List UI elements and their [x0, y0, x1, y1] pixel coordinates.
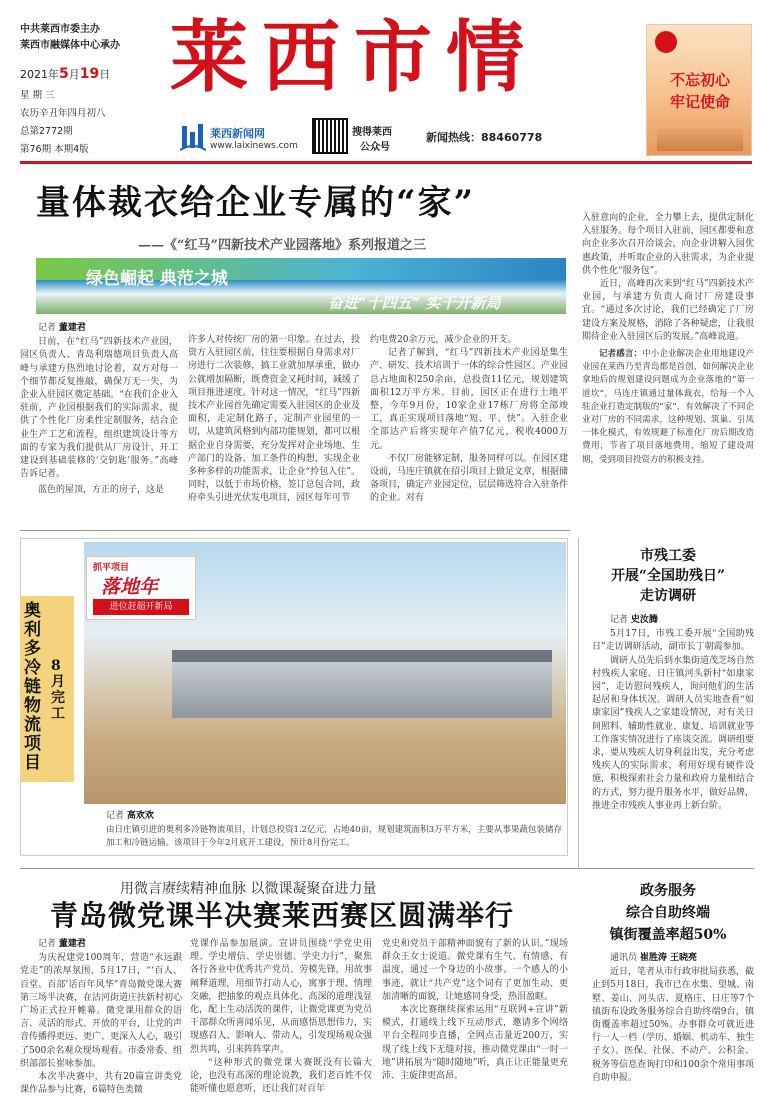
date-day-suffix: 日: [99, 68, 111, 81]
warehouse-structure: [172, 660, 552, 718]
sponsor-line-1: 中共莱西市委主办: [20, 24, 100, 35]
masthead: 莱西市情: [170, 12, 539, 103]
lead-subtitle: ——《“红马”四新技术产业园落地》系列报道之三: [138, 238, 426, 253]
date-day: 19: [79, 66, 100, 82]
header-rule: [20, 161, 752, 164]
side1-title-3: 走访调研: [640, 588, 696, 604]
bottom-col1-para: 为庆祝建党100周年，营造“永远跟党走”的浓厚氛围，5月17日，“‘百人、百堂、百部’话百年风华”青岛微党课大赛第三场半决赛，在沽河街道庄扶新村初心广场正式拉开帷幕。微党课用群众的语言、灵活的形式、开放的平台，让党的声音传播得更远、更广、更深入人心，吸引了500余名观众现场观看。市委常委、组织部部长崔咏参加。: [20, 953, 183, 1069]
news-site-name: 莱西新闻网: [210, 127, 265, 140]
slogan-box: [646, 24, 752, 156]
lead-banner: [36, 258, 566, 314]
side2-title-3: 镇街覆盖率超50%: [609, 927, 727, 943]
side2-title-1: 政务服务: [640, 883, 696, 899]
lead-col2-para: 许多人对传统厂房的第一印象。在过去，投资方入驻园区前，往往要根据自身需求对厂房进行二次装修，搞工业就加厚承重，做办公就增加隔断，既费资金又耗时间，减缓了项目推进速度。针对这一情况，“红马”四新技术产业园首先确定需要入驻园区的企业及面积，走定制化路子，定制产业园里的一切，从建筑风格到内部功能规划，都可以根据企业自身需要，充分发挥对企业场地、生产部门的设备、加工条件的构想，实现企业多种多样的功能需求，让企业“拎包入住”。同时，以低于市场价格，签订总包合同，政府牵头引进光伏发电项目，园区每年可节: [188, 335, 360, 504]
feature-caption-block: [106, 810, 562, 850]
slogan-skyline: [657, 129, 743, 151]
side1-para-1: 5月17日，市残工委开展“全国助残日”走访调研活动，副市长丁朝霞参加。: [592, 629, 754, 653]
side1-byline-label: 记者: [610, 615, 629, 625]
bottom-column-2: [190, 938, 372, 1096]
wechat-label-1: 搜得莱西: [352, 127, 392, 138]
bottom-byline-label: 记者: [38, 939, 57, 949]
bottom-col2-para: 党课作品参加展演。宣讲员围绕“学党史用理、学史增信、学史崇德、学史力行”，聚焦各行各业中优秀共产党员、劳模先锋，用故事阐释道理，用细节打动人心，寓事于理、情理交融，把抽象的观点具体化、高深的道理浅显化，配上生动活泼的课件，让微党课更为党员干部群众所喜闻乐见，从而感悟思想伟力，实现感召人、影响人、带动人，引发现场观众强烈共鸣，引来阵阵掌声。: [190, 939, 372, 1055]
side1-title-2: 开展“全国助残日”: [610, 568, 726, 584]
side2-byline: [592, 952, 754, 965]
section-divider-1: [20, 530, 570, 531]
side1-title-1: 市残工委: [640, 548, 696, 564]
side2-title-2: 综合自助终端: [626, 905, 710, 921]
warehouse-roof: [172, 650, 552, 662]
slogan-line-1: 不忘初心: [669, 71, 730, 89]
lead-column-3: [370, 334, 568, 506]
lead-col4-para: 入驻意向的企业，全力攀上去，提供定制化入驻服务。每个项目入驻前，园区都要和意向企业多次召开洽谈会，向企业讲解入园优惠政策，并听取企业的入驻需求，为企业提供个性化“服务包”。: [582, 213, 754, 276]
bottom-col2-para-2: “这种形式的微党课大赛既没有长篇大论，也没有高深的理论说教，我们老百姓不仅能听懂也愿意听，还让我们对百年: [190, 1057, 372, 1095]
feature-byline-name: 高欢欢: [126, 811, 154, 821]
hotline: [426, 129, 542, 145]
section-divider-2: [20, 868, 754, 869]
date-year: 2021年: [20, 68, 59, 81]
side1-byline: [592, 614, 754, 627]
lead-column-1: [20, 322, 178, 498]
lead-col4-para-2: 近日，高峰再次来到“红马”四新技术产业园，与承建方负责人商讨厂房建设事宜。“通过多次讨论，我们已经确定了厂房建设方案及规格，消除了各种疑虑，让我很期待企业入驻园区后的发展。”高峰说道。: [582, 279, 754, 342]
bottom-byline: [20, 938, 182, 951]
feature-vertical-sub: 8月完工: [51, 658, 65, 722]
side1-para-2: 调研人员先后到水集街道茂芝场自然村残疾人家庭、日庄镇河头新村“如康家园”，走访慰问残疾人，询问他们的生活起居和身体状况。调研人员实地查看“如康家园”残疾人之家建设情况，对有关日间照料、辅助性就业、康复、培训就业等工作落实情况进行了座谈交流。调研组要求，要从残疾人切身利益出发，充分考虑残疾人的实际需求，利用好现有硬件设施，积极探索社会力量和政府力量相结合的方式，努力提升服务水平，做好品牌，推进全市残疾人事业再上新台阶。: [592, 655, 755, 811]
lead-col1-para-2: 蓝色的屋顶，方正的房子，这是: [38, 485, 165, 496]
issue-total: 总第2772期: [20, 126, 73, 137]
date-month: 5: [59, 66, 69, 82]
lead-col3-para-2: 记者了解到，“红马”四新技术产业园是集生产、研发、技术培训于一体的综合性园区。产业园总占地面积250余亩，总投资11亿元，规划建筑面积12万平方米。目前，园区正在进行土地平整，今年9月份，10家企业17栋厂房将全部竣工，真正实现项目落地“短、平、快”。入驻企业全部达产后将实现年产值7亿元，税收4000万元。: [370, 348, 569, 451]
lead-note: [582, 348, 754, 467]
issue-number: 第76期 本期4版: [20, 144, 89, 155]
bottom-column-1: [20, 938, 182, 1097]
bottom-title: 青岛微党课半决赛莱西赛区圆满举行: [50, 899, 515, 932]
side2-byline-name: 崔胜涛 王晓亮: [639, 953, 698, 963]
bottom-col3-para: 党史和党员干部精神面貌有了新的认识。”现场群众王女士说道。微党课有生气、有情感、有温度，通过一个身边的小故事、一个感人的小事迹，就让“共产党”这个词有了更加生动、更加清晰的面貌，让她感同身受，热泪盈眶。: [382, 939, 568, 1002]
feature-vertical-box: [20, 596, 74, 782]
lunar-date: 农历辛丑年四月初八: [20, 108, 106, 119]
lead-column-4: [582, 212, 754, 467]
news-site-url[interactable]: www.laixinews.com: [210, 141, 298, 151]
side2-byline-label: 通讯员: [610, 953, 638, 963]
lead-col3-para: 约电费20余万元，减少企业的开支。: [370, 335, 517, 345]
sponsor-line-2: 莱西市融媒体中心承办: [20, 40, 120, 51]
hotline-label: 新闻热线：: [426, 131, 481, 144]
bottom-col3-para-2: 本次比赛继续探索运用“互联网+宣讲”新模式，打通线上线下互动形式，邀请多个网络平台全程同步直播，全网点击量近200万，实现了线上线下无缝对接，推动微党课由“一时一地”讲拓展为“随时随地”听，真正让正能量更充沛、主旋律更高昂。: [382, 1005, 568, 1082]
wechat-label-2: 公众号: [360, 142, 390, 153]
lead-byline-name: 董建君: [58, 323, 86, 333]
feature-byline: [106, 810, 562, 823]
qr-code-icon[interactable]: [312, 118, 348, 154]
bottom-byline-name: 董建君: [58, 939, 86, 949]
feature-vertical-title: 奥利多冷链物流项目: [24, 601, 41, 773]
side2-para-1: 近日，笔者从市行政审批局获悉，截止到5月18日，我市已在水集、望城、南墅、姜山、河头店、夏格庄、日庄等7个镇街布设政务服务综合自助终端9台，镇街覆盖率超过50%。办事群众可就近进行一人一档（学历、婚姻、机动车、独生子女）、医保、社保、不动产、公积金、税务等信息查询打印和100余个常用事项自助申报。: [592, 967, 755, 1083]
slogan-line-2: 牢记使命: [669, 93, 730, 111]
feature-tag: [86, 556, 196, 620]
banner-text-2: 奋进“十四五” 实干开新局: [328, 294, 501, 312]
side1-body: [592, 614, 754, 813]
bottom-column-3: [382, 938, 568, 1083]
feature-caption: 由日庄镇引进的奥利多冷链物流项目，计划总投资1.2亿元，占地40亩，规划建筑面积3万平方米，主要从事果蔬包装储存加工和冷链运输。该项目于今年2月底开工建设，预计8月份完工。: [106, 825, 562, 848]
date-month-suffix: 月: [68, 68, 80, 81]
side2-body: [592, 952, 754, 1085]
feature-byline-label: 记者: [106, 811, 125, 821]
feature-tag-2: 落地年: [101, 576, 159, 598]
banner-text-1: 绿色崛起 典范之城: [86, 269, 228, 289]
bottom-kicker: 用微言赓续精神血脉 以微课凝聚奋进力量: [120, 881, 377, 897]
feature-tag-3: 进位赶超开新局: [93, 599, 189, 615]
weekday: 星 期 三: [20, 90, 55, 101]
feature-tag-1: 抓平项目: [93, 563, 130, 573]
side1-byline-name: 史汝腾: [630, 615, 658, 625]
lead-title: 量体裁衣给企业专属的“家”: [36, 183, 476, 223]
lead-note-text: 中小企业解决企业用地建设产业园在莱西乃至青岛都是首创，如何解决企业拿地后的规划建设问题成为企业落地的“第一道坎”。马连庄镇通过量体裁衣，给每一个入驻企业打造定制版的“家”，有效解决了不同企业对厂房的不同需求，这种规划、筑巢、引凤一体化模式，有效规避了标准化厂房后期改造费用，节省了项目落地费用，缩短了建设周期，受到项目投资方的积极支持。: [582, 349, 754, 465]
side1-title: [582, 546, 754, 606]
party-emblem-icon: [655, 31, 677, 53]
bottom-col1-para-2: 本次半决赛中，共有20篇宣讲类党课作品参与比赛，6篇特色类微: [20, 1072, 182, 1096]
lead-col1-para: 日前，在“红马”四新技术产业园，园区负责人、青岛利瑞德项目负责人高峰与承建方热烈地讨论着，双方对每一个细节都反复推敲，确保万无一失，为企业入驻园区奠定基础。“在我们企业入驻前，产业园根据我们的实际需求，提供了个性化厂房柔性定制服务，结合企业生产工艺和流程，组织建筑设计等方面的专家为我们提供从厂房设计、开工建设到基础装修的‘交钥匙’服务。”高峰告诉记者。: [20, 337, 178, 480]
hotline-number[interactable]: 88460778: [481, 131, 543, 144]
lead-byline: [20, 322, 178, 335]
side2-title: [582, 880, 754, 946]
lead-byline-label: 记者: [38, 323, 57, 333]
lead-note-label: 记者感言：: [599, 349, 643, 360]
issue-date: [20, 66, 170, 83]
lead-column-2: [188, 334, 360, 506]
news-site-logo: [180, 122, 206, 152]
side-divider: [578, 538, 579, 868]
lead-col3-para-3: 不仅厂房能够定制，服务同样可以。在园区建设前，马连庄镇就在招引项目上做足文章，根据储备项目，确定产业园定位，层层筛选符合入驻条件的企业。对有: [370, 453, 569, 504]
